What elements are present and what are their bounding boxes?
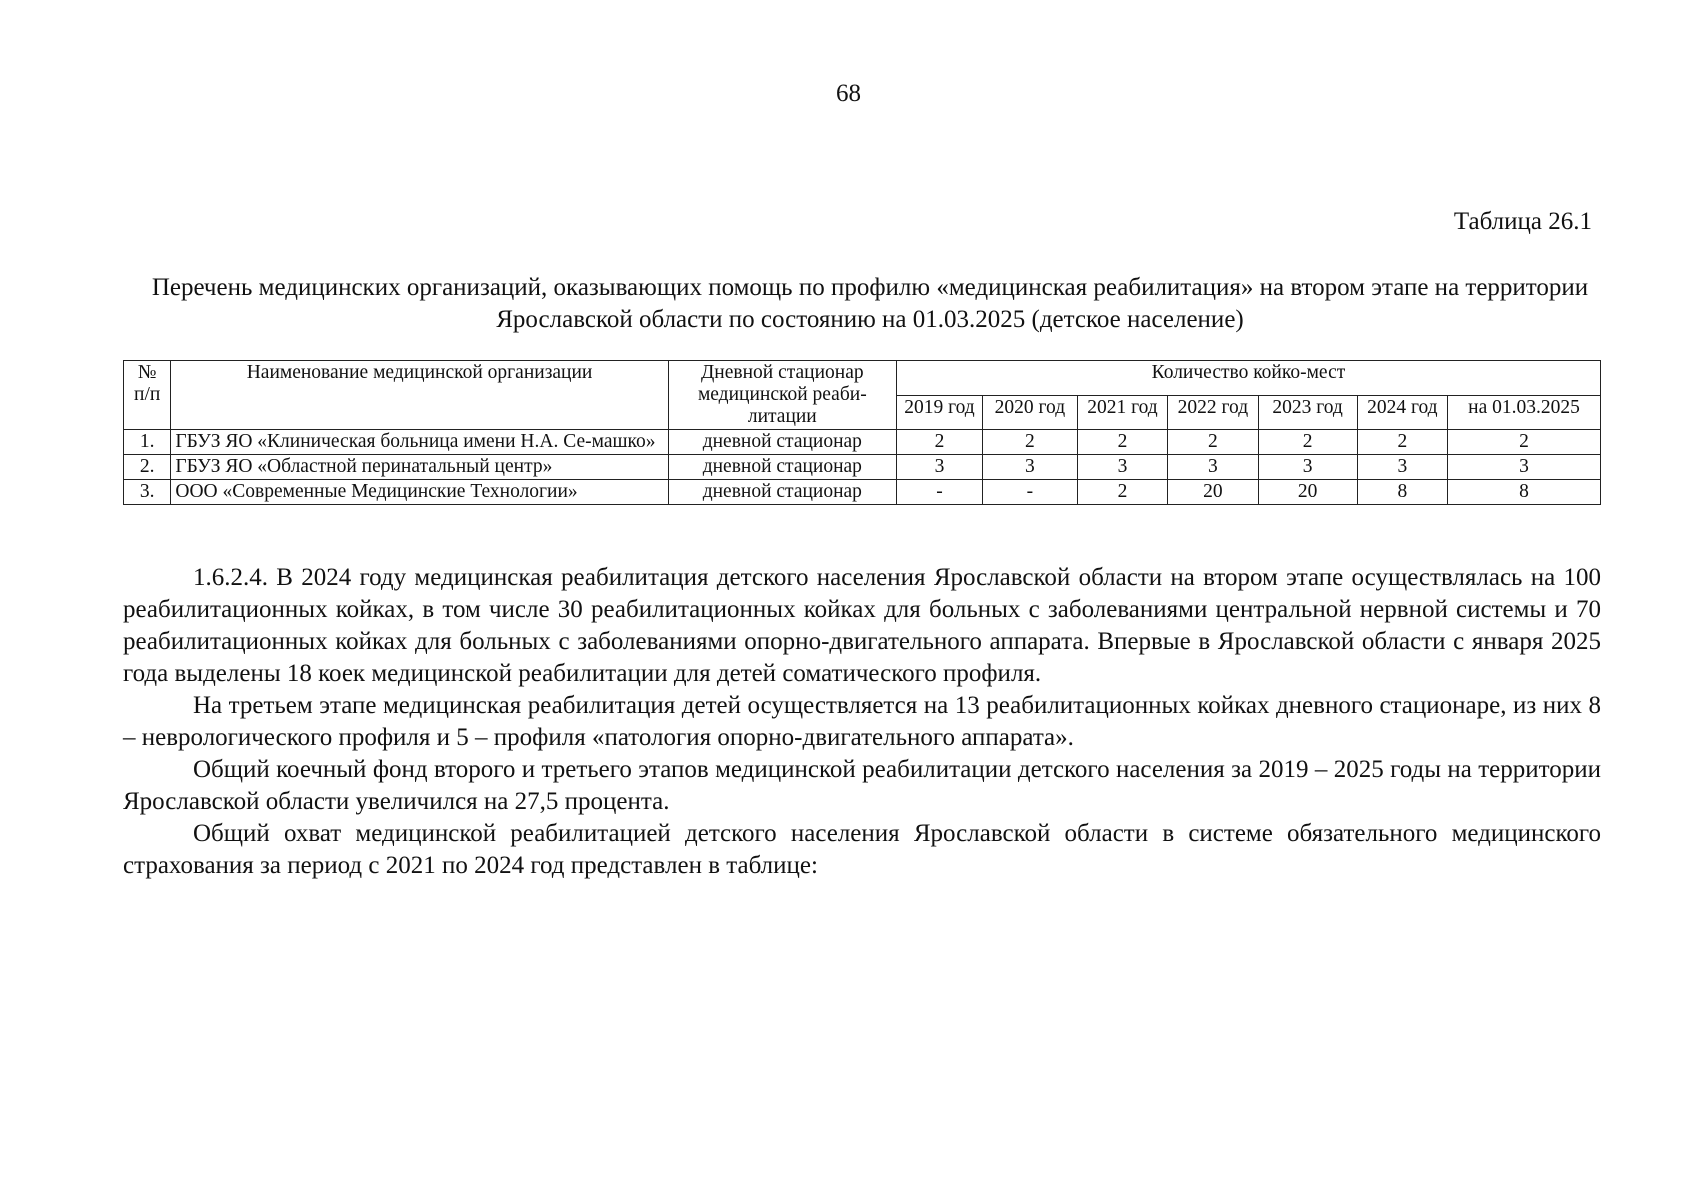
row-organization: ГБУЗ ЯО «Областной перинатальный центр» [171,455,668,480]
header-bed-count: Количество койко-мест [896,361,1600,396]
row-value: 2 [1077,480,1167,505]
paragraph: Общий охват медицинской реабилитацией детского населения Ярославской области в системе обязательного медицинского страхования за период с 2021 по 2024 год представлен в таблице: [123,820,1601,879]
table-caption: Таблица 26.1 [1453,208,1592,235]
row-num: 3. [124,480,171,505]
row-value: - [983,480,1078,505]
header-year: 2024 год [1357,395,1447,430]
row-value: 2 [1448,430,1601,455]
row-value: 8 [1448,480,1601,505]
rehab-organizations-table [123,360,1601,505]
row-value: 3 [983,455,1078,480]
row-num: 1. [124,430,171,455]
row-value: 3 [1448,455,1601,480]
row-organization: ООО «Современные Медицинские Технологии» [171,480,668,505]
paragraph: Общий коечный фонд второго и третьего этапов медицинской реабилитации детского населения за 2019 – 2025 годы на территории Ярославской области увеличился на 27,5 процента. [123,756,1601,815]
row-value: 20 [1168,480,1258,505]
body-text [123,562,1601,882]
table-row [124,480,1601,505]
paragraph: На третьем этапе медицинская реабилитация детей осуществляется на 13 реабилитационных койках дневного стационаре, из них 8 – неврологического профиля и 5 – профиля «патология опорно-двигательного аппарата». [123,692,1601,751]
row-value: 3 [1168,455,1258,480]
row-num: 2. [124,455,171,480]
row-value: 3 [1357,455,1447,480]
header-year: 2023 год [1258,395,1357,430]
row-value: 2 [896,430,982,455]
row-value: 3 [1258,455,1357,480]
row-value: 8 [1357,480,1447,505]
row-value: 3 [896,455,982,480]
row-organization: ГБУЗ ЯО «Клиническая больница имени Н.А. Се-машко» [171,430,668,455]
row-type: дневной стационар [668,480,896,505]
header-year: 2022 год [1168,395,1258,430]
row-value: 2 [1357,430,1447,455]
row-value: - [896,480,982,505]
table-row [124,455,1601,480]
header-year: на 01.03.2025 [1448,395,1601,430]
row-type: дневной стационар [668,455,896,480]
row-value: 2 [1258,430,1357,455]
paragraph: 1.6.2.4. В 2024 году медицинская реабилитация детского населения Ярославской области на втором этапе осуществлялась на 100 реабилитационных койках, в том числе 30 реабилитационных койках для больных с заболеваниями центральной нервной системы и 70 реабилитационных койках для больных с заболеваниями опорно-двигательного аппарата. Впервые в Ярославской области с января 2025 года выделены 18 коек медицинской реабилитации для детей соматического профиля. [123,564,1601,687]
row-value: 2 [1168,430,1258,455]
header-organization: Наименование медицинской организации [171,361,668,430]
header-year: 2020 год [983,395,1078,430]
document-title: Перечень медицинских организаций, оказывающих помощь по профилю «медицинская реабилитация» на втором этапе на территории Ярославской области по состоянию на 01.03.2025 (детское население) [151,274,1589,333]
header-year: 2019 год [896,395,982,430]
table-row [124,430,1601,455]
row-value: 3 [1077,455,1167,480]
header-num: № п/п [124,361,171,430]
row-value: 2 [983,430,1078,455]
row-value: 20 [1258,480,1357,505]
row-value: 2 [1077,430,1167,455]
row-type: дневной стационар [668,430,896,455]
header-year: 2021 год [1077,395,1167,430]
header-day-hospital: Дневной стационар медицинской реаби-литации [668,361,896,430]
page-number: 68 [836,80,861,107]
